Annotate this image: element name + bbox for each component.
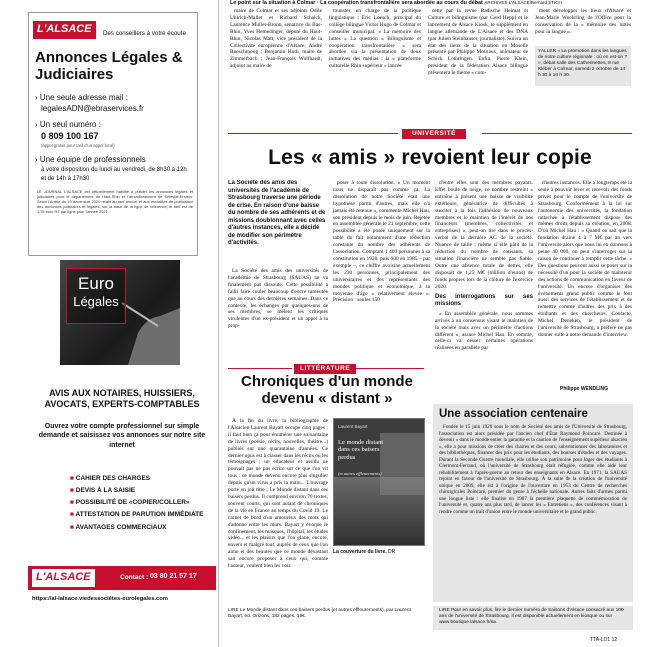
top-column-d: ment développer les lieux d'Alsace et Jean-Marie Woehrling de l'Office pour la conservation de la « mémoire des luttes pour la langue ». [535, 8, 631, 35]
headline-main: Les « amis » revoient leur copie [268, 146, 592, 169]
avis-subtitle: Ouvrez votre compte professionnel sur simple demande et saisissez vos annonces sur notre site internet [38, 423, 206, 449]
euro-legales-logo: Euro Légales [66, 268, 126, 324]
alsace-logo: L'ALSACE [33, 21, 96, 39]
cover-figure [380, 433, 425, 495]
contact-bar [28, 566, 216, 590]
avis-url[interactable]: https://al-lalsace.viedessociétes-eurolegales.com [32, 596, 168, 602]
centenaire-box [433, 404, 633, 602]
legal-note: LE JOURNAL L'ALSACE est officiellement habilité à publier les annonces légales et judiciaires pour le département du Haut-Rhin et l'arrondissement de Sélestat-Erstein. Selon l'Arrêté du 19 décembre 2020 relatif au tarif annuel et aux modalités de publication des annonces judiciaires et légales, sur la base de la ligne de référence, le tarif est de 1,78 euro HT par ligne pour l'année 2021. [37, 189, 193, 215]
folio: TTA-LO1 12 [590, 637, 618, 643]
book-cover [333, 418, 425, 546]
ad-euro-legales [60, 260, 180, 365]
list-item: ■ AVANTAGES COMMERCIAUX [70, 523, 167, 531]
advisers-text: Des conseillers à votre écoute [103, 30, 186, 37]
contact-phone[interactable]: 03 80 21 57 17 [150, 573, 197, 580]
column-divider [218, 0, 219, 647]
subhead: Des interrogations sur ses missions [435, 293, 533, 308]
phone-note: (appel gratuit pour tarif d'un appel local) [41, 143, 115, 148]
book-title: Le monde distant dans ces baisers perdus [338, 439, 384, 461]
top-heading: Le point sur la situation à Colmar · La coopération transfrontalière sera abordée au cours du débat ARCHIVES L'ALSACE/Bernard STICH [230, 0, 562, 6]
phone-label: › Un seul numéro : [35, 120, 101, 129]
top-column-c: cette par la revue Badische Heimat et Culture et bilinguisme (par Gerd Hepp) et le lancement de Alsace Kiosk, le supplément en langue allemande de L'Alsace et des DNA (par Julien Steinhauser, journaliste). Suivra un état des lieux de la situation en Moselle présenté par Philippe Mouraux, animateur de Schick Lothringen. Enfin, Pierre Klein, président de la fédération Alsace bilingue présentera le thème « com- [428, 8, 528, 77]
ad-avis-notaires [28, 378, 216, 638]
top-column-b: munster, en charge de la politique linguistique ; Eric Loesch, principal du collège bilingue Victor Hugo de Colmar et conseiller municipal. « La mémoire des luttes » La question « Bilinguisme et coopération transfrontalière » sera abordée via la présentation de deux initiatives des médias : la « plateforme culturelle Rhin supérieur » lancée [329, 8, 421, 70]
tag-rule-right-2 [356, 368, 424, 369]
main-body-4: d'autres instances. Elle a longtemps été la seule à pouvoir lever et recevoir des fonds privés pour le compte de l'université de Strasbourg. Conformément à la loi sur l'autonomie des universités, la fondation rattachée à l'établissement dispose des mêmes droits depuis sa création, en 2008. D'où Michel Hau : « Quand on sait que la fondation draine 4 à 7 M€ par an vers l'université alors que nous lui en donnons à peine 40 000, on peut s'interroger sur la raison de continuer à remplir cette tâche. » Des questions peuvent aussi se poser sur la nécessité d'un pour la société de maintenir des actions de communication en faveur de l'université. Un encore d'organiser des événements grand public comme le font aussi des services de l'établissement et de remettre comme d'autres des prix à des étudiants et des chercheurs. Contacté, Michel Deneken, le président de l'université de Strasbourg, a préféré ne pas donner suite à notre demande d'interview. [538, 180, 632, 338]
box-note: LIRE Pour en savoir plus, lire le dernier numéro de Saisons d'Alsace consacré aux 100 ans de l'université de Strasbourg. Il est disponible actuellement en kiosque ou sur www.boutique.lalsace.fr/sa. [433, 606, 633, 630]
avis-title: AVIS AUX NOTAIRES, HUISSIERS, AVOCATS, EXPERTS-COMPTABLES [44, 388, 200, 410]
box-body: Fondée le 15 juin 1920 sous le nom de Société des amis de l'Université de Strasbourg, l'association est alors présidée par l'ancien chef d'État Raymond Poincaré. Destinée à devenir « dans le monde entier la garantie et la caution de l'enseignement supérieur alsacien », elle a pour missions de créer des chaires et des cours, subventionner des laboratoires et des bibliothèques, financer des prix pour les étudiants, des bourses d'études et des voyages. Durant la Seconde Guerre mondiale, elle utilise son patrimoine pour loger des étudiants à Clermont-Ferrand, où l'université de Strasbourg était réfugiée, comme elle aide leur réhabilitement à l'après-guerre au retour des enseignants en Alsace. En 1971, la SAUAS rejoint en faveur de l'université de Strasbourg. À la suite de la création de l'université unique en 2009, elle est à l'origine de l'ouverture en 1953 du Centre de recherches chirurgicales Poincaré, premier du genre à l'échelle nationale. Autres faits d'armes parmi une longue liste : elle finalise en 1987 la première plaquette de commémoration de l'université et, quatre ans plus tard, de lancer les « Entretiens », des conférences visant à rendre comme un trait d'union entre le monde universitaire et le grand public. [439, 424, 627, 515]
main-body-2: poser à toute dissolution. « Un moment nous ne disparaît pas comme ça. La dissolution de notre Société était une hypothèse parmi d'autres, mais elle n'a jamais été retenue », commente Michel Hau, son président depuis le mois de juin. Rejetée en assemblée générale le 21 septembre, cette possibilité a été posée uniquement sur la table du fait notamment d'une réduction constante du nombre des adhérents de l'association. Comptant 1 400 personnes à sa constitution en 1920, puis 600 en 1985 – par exemple –, ce chiffre avoisine actuellement les 230 personnes, principalement des universitaires et des représentants des mondes politique et économique, à la moyenne d'âge « relativement élevée ». Précision : seules 150 [333, 180, 430, 304]
list-item: ■ CAHIER DES CHARGES [70, 475, 151, 482]
phone-number[interactable]: 0 809 100 167 [41, 131, 99, 141]
tag-rule-right [482, 133, 632, 134]
team-hours: à votre disposition du lundi au vendredi, de 8h30 à 12h et de 14h à 17h30 [41, 167, 187, 182]
main-body-3: d'entre elles sont des membres payants. Effet boule de neige, ce nombre restreint « entraîne à présent une baisse de visibilité extérieure, génératrice de difficultés à susciter à la fois l'adhésion de nouveaux membres et le maintien de l'intérêt de nos financeurs (membres, collectivités et entreprises) », peut-on lire dans le procès-verbal de la dernière AG de la société. Nuance de taille : même si elle pâtit de la réduction du nombre de cotisants, sa situation financière ne semble pas fiable. Outre une absence totale de dettes, elle disposait de 1,25 M€ (million d'euros) de fonds propres lors de la clôture de l'exercice 2020. Des interrogations sur ses missions « En assemblée générale, nous sommes arrivés à un consensus visant le maintien de la société mais avec un périmètre d'actions différent », assure Michel Hau. En somme, celle-ci va cesser certaines opérations réalisées en parallèle par [435, 180, 533, 352]
hand-icon [118, 278, 180, 365]
email-address[interactable]: legalesADN@ebraservices.fr [41, 104, 144, 113]
ad-annonces-legales [28, 12, 198, 256]
tag-rule-left [228, 133, 398, 134]
headline-second: Chroniques d'un monde devenu « distant » [241, 373, 413, 407]
tag-universite: UNIVERSITÉ [402, 129, 466, 139]
avis-list [70, 475, 203, 536]
book-reference: LIRE Le Monde distant dans ces baisers perdus (et autres effleurements), par Laurent Bayart, éd. Orizons, 182 pages, 19€. [228, 608, 411, 620]
list-item: ■ POSSIBILITÉ DE «COPIER/COLLER» [70, 499, 190, 507]
team-label: › Une équipe de professionnels [35, 155, 146, 164]
book-subtitle: (et autres effleurements) [338, 471, 382, 476]
tag-litterature: LITTÉRATURE [294, 364, 356, 374]
second-body: À la fin du livre, la bibliographie de l'Alsacien Laurent Bayart occupe cinq pages : il faut bien ça pour énumérer une soixantaine de livres (poésie, récits, nouvelles, théâtre...) publiés sur une quarantaine d'années. Ce dernier opus est à classer dans les récits ou les témoignages ; un éducateur et assidu ne pouvait pas ne pas écrire sur ce que l'on vit tous : ce monde devenu encore plus singulier depuis qu'un virus a pris la main... L'ouvrage porte en joli titre : Le Monde distant dans ces baisers perdus. Il comprend environ 70 textes, souvent courts, qui sont autant de chroniques de la vie en France au temps du Covid 19. Le carnet de bord d'un amoureux des mots qui s'adonne entre les murs. Bayart y évoque le confinement, les masques, l'hôpital, les études vidéo... et les plaisirs que l'on glane, encore, envers et malgré tout, auprès de ceux que l'on aime et des beautés que ce monde dévastant sait encore proposer à ceux qui, comme l'auteur, veulent bien les voir. [228, 418, 328, 570]
alsace-logo: L'ALSACE [32, 569, 95, 587]
email-label: › Une seule adresse mail : [35, 93, 128, 102]
ad-title: Annonces Légales & Judiciaires [35, 49, 183, 84]
list-item: ■ DEVIS À LA SAISIE [70, 487, 136, 495]
list-item: ■ ATTESTATION DE PARUTION IMMÉDIATE [70, 511, 204, 519]
top-column-a: maire de Colmar et ses adjoints Odile Uhlrich-Mallet et Richard Schalck, Laurence Muller-Bronn, sénatrice du Bas-Rhin, Yves Hemedinger, député du Haut-Rhin, Nicolas Matt, vice président de la Collectivité européenne d'Alsace, André Roeschmoog ; Benjamin Huth, maire de Zimmerbach ; Jean-François Wolfhardt, adjoint au maire de [230, 8, 322, 70]
image-caption: La couverture du livre. DR [333, 549, 396, 555]
tag-rule-left-2 [228, 368, 292, 369]
byline: Philippe WENDLING [560, 386, 609, 392]
box-title: Une association centenaire [439, 408, 588, 420]
book-author: Laurent Bayart [338, 424, 368, 429]
event-sidebar: YALLER « La promotion dans les langues de notre culture régionale : où en est-on ? », débat salle des Catherinettes, 8 rue Kléber à Colmar, samedi 2 octobre de 14 h 30 à 16 h 30. [535, 46, 631, 86]
lead-text: La Société des amis des universités de l'académie de Strasbourg traverse une période de crise. En raison d'une baisse du nombre de ses adhérents et de missions doublonnant avec celles d'autres instances, elle a décidé de modifier son périmètre d'activités. [228, 180, 326, 246]
main-body-1: La Société des amis des universités de l'académie de Strasbourg (SAUAS) ne va finalement pas dissoute. Cette possibilité a failli faire couler beaucoup d'encre rameutée que au cours des dernières semaines. Dans ce contexte, les échanges par quelques-uns de ses membres, se mêlent les critiques virulentes d'un ex-président et un appel à la prop- [228, 268, 328, 330]
contact-label: Contact : [120, 574, 149, 581]
